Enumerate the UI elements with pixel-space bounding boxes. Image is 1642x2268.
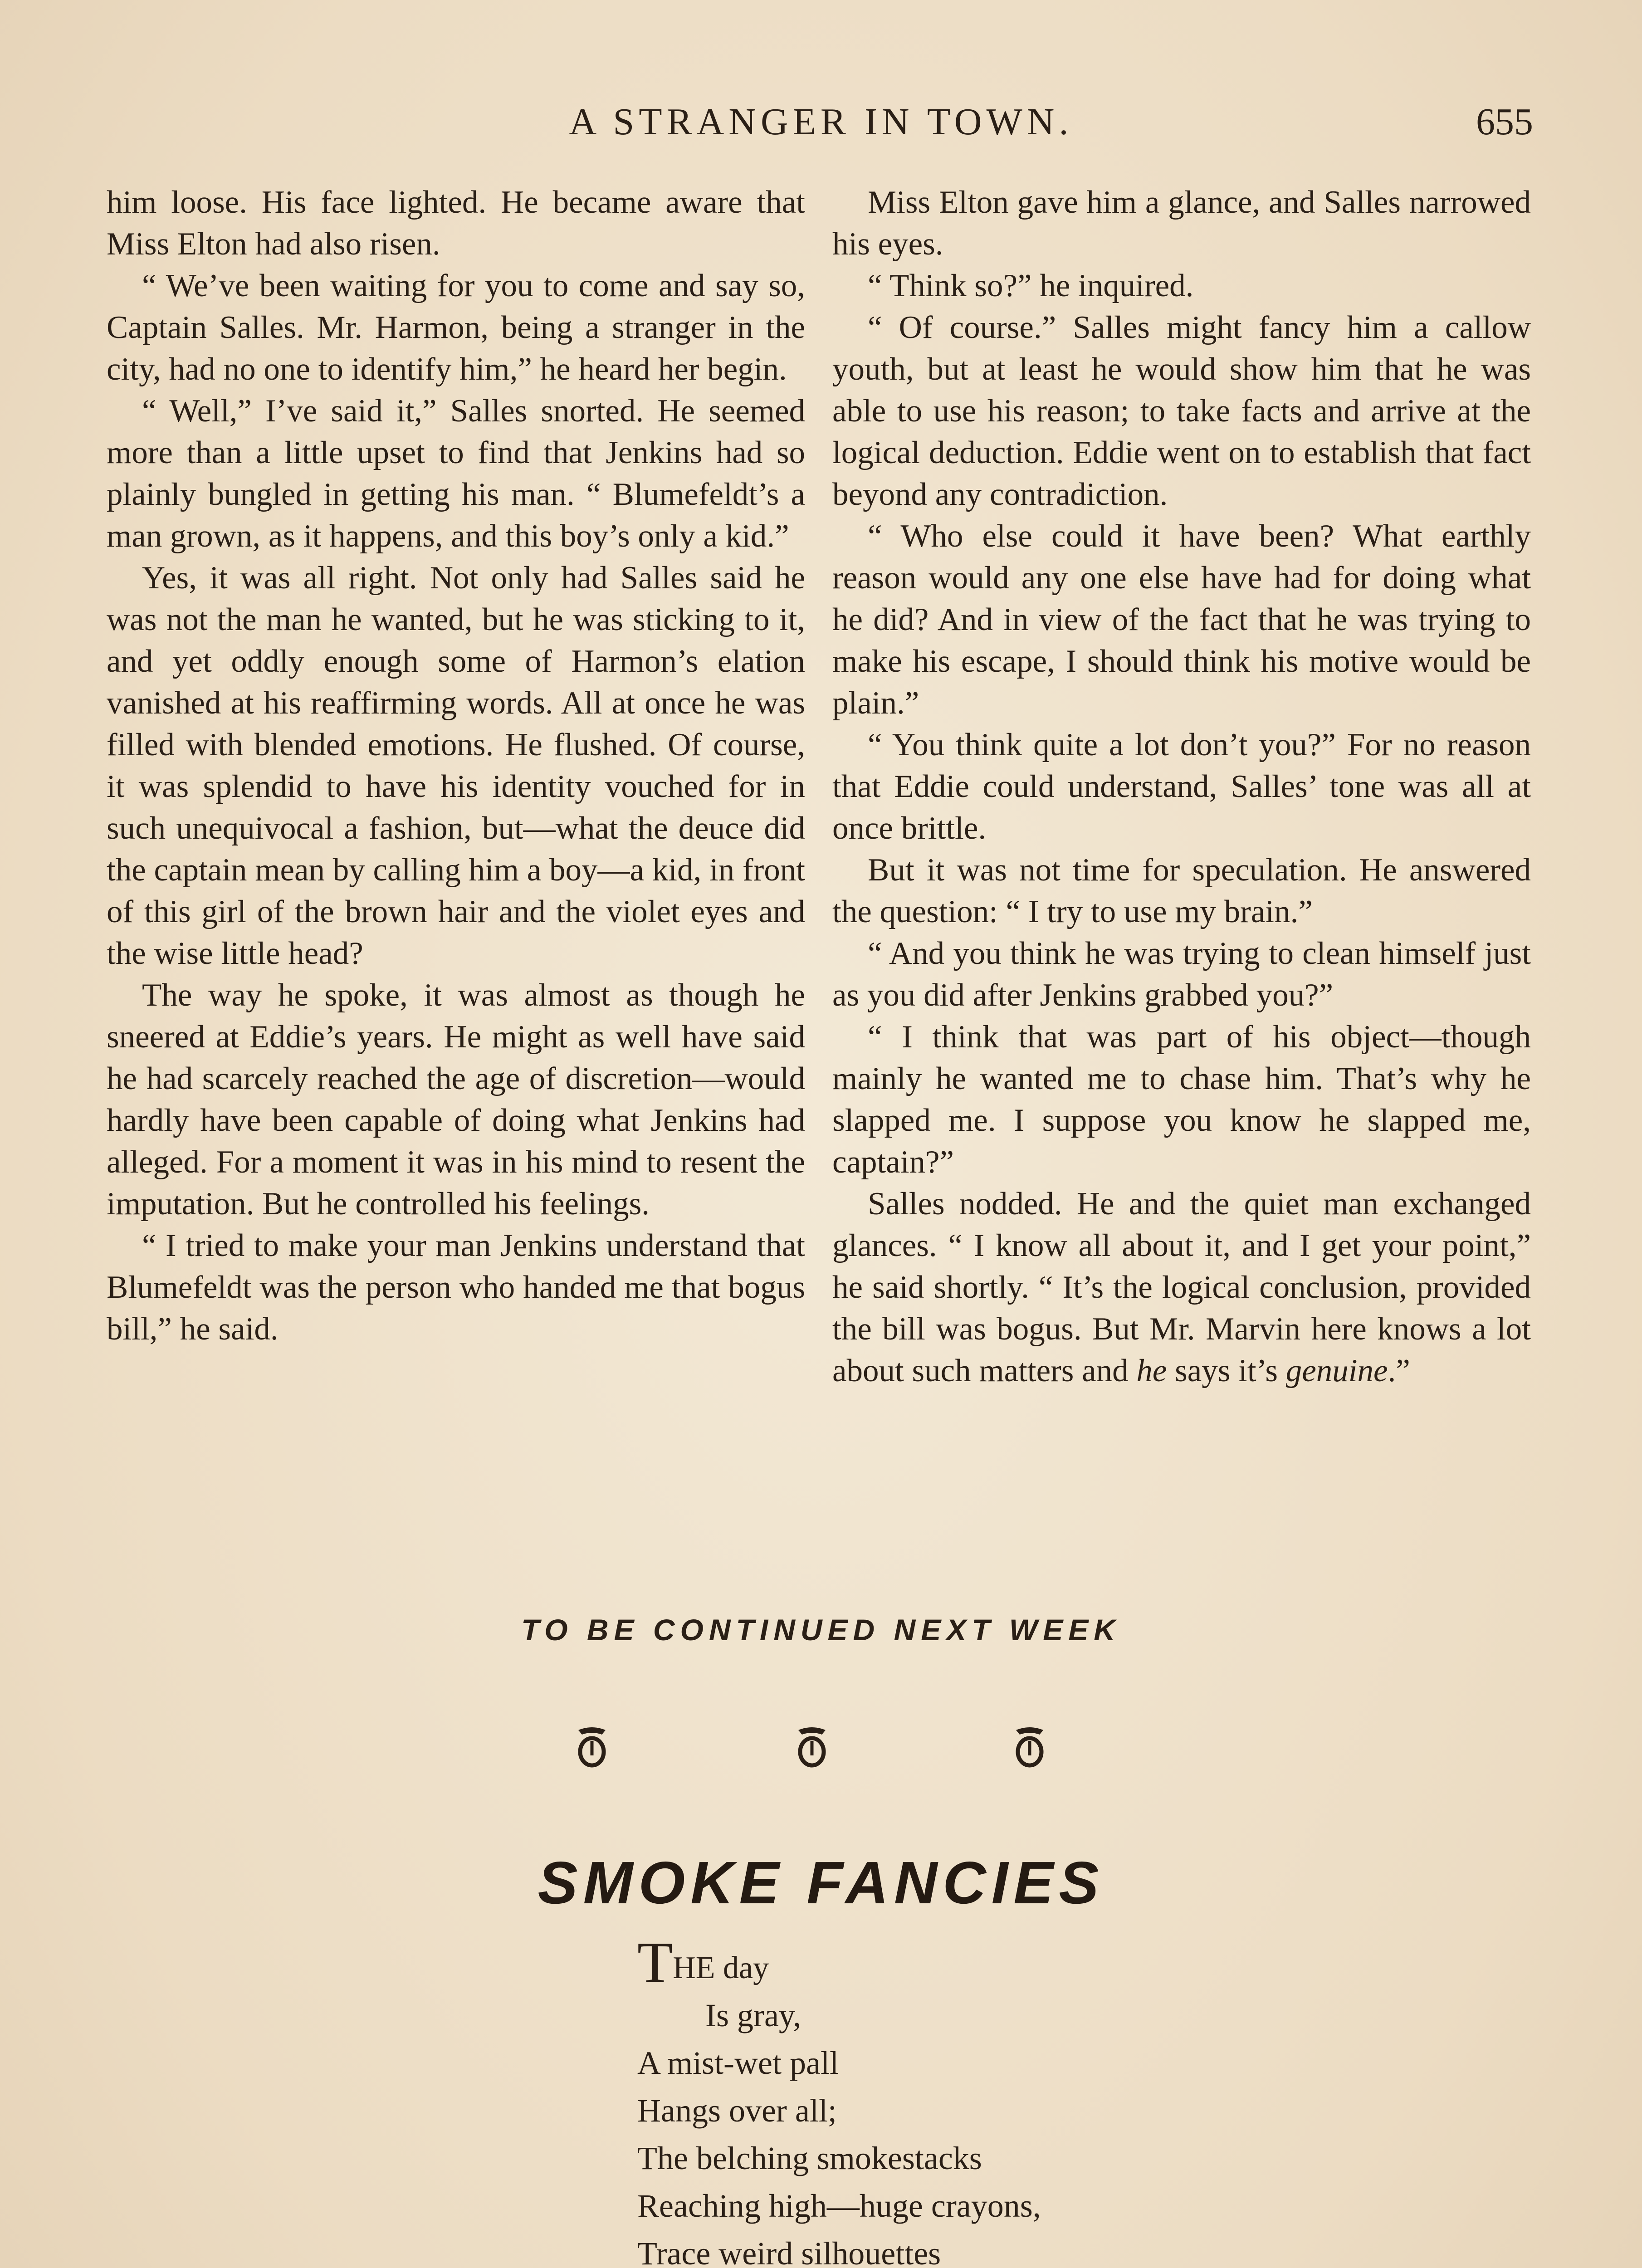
poem-line-text: HE day <box>673 1950 769 1985</box>
poem <box>637 1930 1227 2268</box>
right-column <box>832 181 1531 1392</box>
poem-line: Is gray, <box>705 1997 801 2033</box>
paragraph: “ Of course.” Salles might fancy him a callow youth, but at least he would show him that he was able to use his reason; to take facts and arrive at the logical deduction. Eddie went on to establish that fact beyond any contradiction. <box>832 310 1531 512</box>
poem-line: Hangs over all; <box>637 2092 837 2129</box>
ornament-icon <box>794 1724 830 1769</box>
story-columns <box>107 181 1531 1601</box>
paragraph-text: Salles nodded. He and the quiet man exchanged glances. “ I know all about it, and I get your point,” he said shortly. “ It’s the logical conclusion, provided the bill was bogus. But Mr. Marvin here knows a lot about such matters and <box>832 1186 1531 1388</box>
page-number: 655 <box>1476 101 1533 143</box>
paragraph: him loose. His face lighted. He became aware that Miss Elton had also risen. <box>107 185 805 262</box>
paragraph: “ I tried to make your man Jenkins understand that Blumefeldt was the person who handed me that bogus bill,” he said. <box>107 1228 805 1347</box>
poem-line <box>637 1930 1227 1994</box>
section-divider <box>0 1724 1642 1778</box>
paragraph: “ We’ve been waiting for you to come and say so, Captain Salles. Mr. Harmon, being a stranger in the city, had no one to identify him,” he heard her begin. <box>107 268 805 387</box>
paragraph: “ Well,” I’ve said it,” Salles snorted. He seemed more than a little upset to find that Jenkins had so plainly bungled in getting his man. “ Blumefeldt’s a man grown, as it happens, and this boy’s only a kid.” <box>107 393 805 554</box>
running-title: A STRANGER IN TOWN. <box>569 101 1073 143</box>
paragraph-text: .” <box>1388 1353 1410 1388</box>
poem-title: SMOKE FANCIES <box>538 1849 1104 1916</box>
running-head <box>109 100 1533 150</box>
paragraph: “ I think that was part of his object—though mainly he wanted me to chase him. That’s why he slapped me. I suppose you know he slapped me, captain?” <box>832 1019 1531 1180</box>
paragraph-text: says it’s <box>1167 1353 1286 1388</box>
italic-word: he <box>1136 1353 1167 1388</box>
paragraph: But it was not time for speculation. He answered the question: “ I try to use my brain.” <box>832 852 1531 929</box>
italic-word: genuine <box>1285 1353 1388 1388</box>
paragraph: Yes, it was all right. Not only had Salles said he was not the man he wanted, but he was sticking to it, and yet oddly enough some of Harmon’s elation vanished at his reaffirming words. All at once he was filled with blended emotions. He flushed. Of course, it was splendid to have his identity vouched for in such unequivocal a fashion, but—what the deuce did the captain mean by calling him a boy—a kid, in front of this girl of the brown hair and the violet eyes and the wise little head? <box>107 560 805 971</box>
paragraph: Miss Elton gave him a glance, and Salles narrowed his eyes. <box>832 185 1531 262</box>
ornament-icon <box>574 1724 610 1769</box>
paragraph: “ Who else could it have been? What earthly reason would any one else have had for doing what he did? And in view of the fact that he was trying to make his escape, I should think his motive would be plain.” <box>832 518 1531 721</box>
paragraph: The way he spoke, it was almost as though he sneered at Eddie’s years. He might as well have said he had scarcely reached the age of discretion—would hardly have been capable of doing what Jenkins had alleged. For a moment it was in his mind to resent the imputation. But he controlled his feelings. <box>107 978 805 1222</box>
poem-line: Reaching high—huge crayons, <box>637 2188 1041 2224</box>
paragraph: “ You think quite a lot don’t you?” For no reason that Eddie could understand, Salles’ tone was all at once brittle. <box>832 727 1531 846</box>
poem-line: A mist-wet pall <box>637 2045 839 2081</box>
left-column <box>107 181 805 1350</box>
drop-cap: T <box>637 1930 673 1994</box>
paragraph: “ Think so?” he inquired. <box>868 268 1194 303</box>
poem-line: The belching smokestacks <box>637 2140 982 2176</box>
paragraph: “ And you think he was trying to clean himself just as you did after Jenkins grabbed you?” <box>832 936 1531 1013</box>
paragraph-last <box>832 1183 1531 1392</box>
continued-note: TO BE CONTINUED NEXT WEEK <box>521 1613 1121 1647</box>
poem-line: Trace weird silhouettes <box>637 2235 941 2268</box>
ornament-icon <box>1012 1724 1048 1769</box>
